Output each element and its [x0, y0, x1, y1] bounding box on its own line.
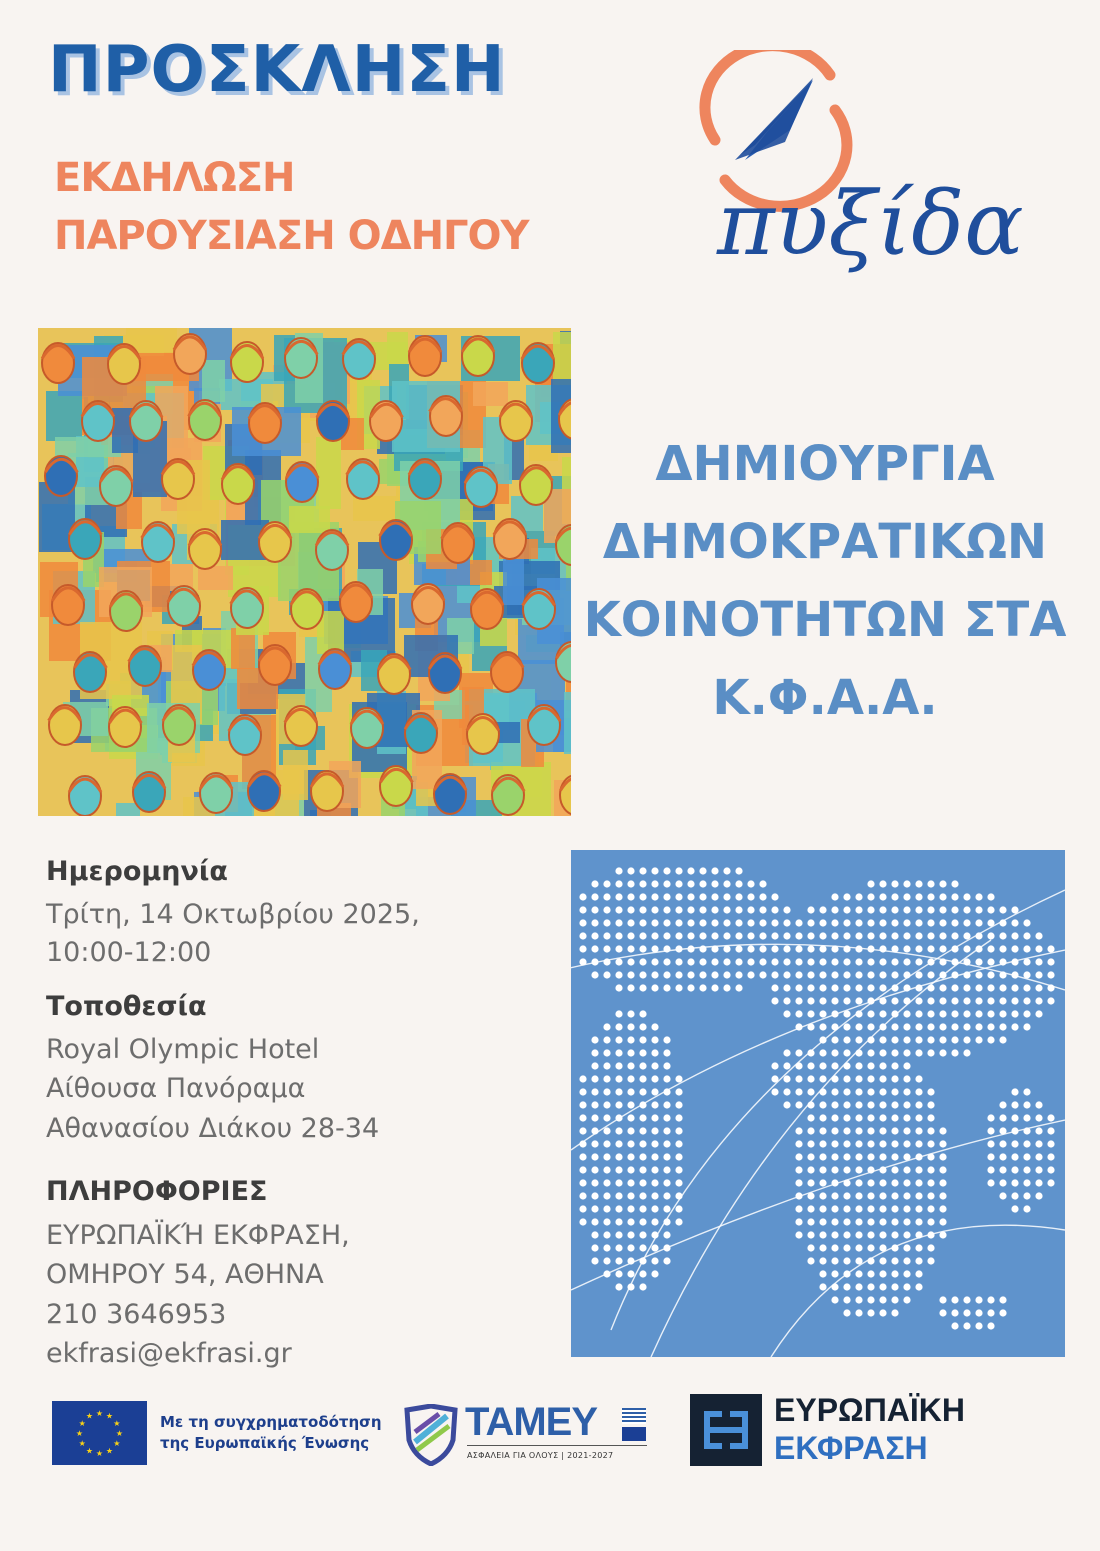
svg-text:★: ★	[113, 1419, 121, 1428]
svg-text:★: ★	[113, 1439, 121, 1448]
location-room: Αίθουσα Πανόραμα	[46, 1073, 306, 1104]
event-title-line: ΚΟΙΝΟΤΗΤΩΝ ΣΤΑ	[583, 592, 1067, 648]
svg-text:★: ★	[85, 1446, 94, 1456]
tamey-name: ΤΑΜΕΥ	[465, 1400, 598, 1444]
greek-flag-icon	[622, 1408, 646, 1424]
ekfrasi-logo	[690, 1394, 990, 1466]
svg-text:★: ★	[85, 1411, 94, 1421]
event-title-line: ΔΗΜΙΟΥΡΓΙΑ	[655, 436, 995, 492]
invitation-title: ΠΡΟΣΚΛΗΣΗ	[48, 33, 506, 107]
eu-text-line: της Ευρωπαϊκής Ένωσης	[160, 1434, 370, 1452]
info-heading: ΠΛΗΡΟΦΟΡΙΕΣ	[46, 1176, 268, 1207]
info-phone[interactable]: 210 3646953	[46, 1299, 227, 1330]
info-address: ΟΜΗΡΟΥ 54, ΑΘΗΝΑ	[46, 1259, 324, 1290]
logo-wordmark: πυξίδα	[717, 172, 1024, 275]
event-title-line: Κ.Φ.Α.Α.	[712, 670, 938, 726]
svg-text:★: ★	[75, 1429, 84, 1438]
date-heading: Ημερομηνία	[46, 856, 228, 887]
eu-flag-small-icon	[622, 1427, 646, 1441]
globe-illustration	[571, 850, 1065, 1357]
location-address: Αθανασίου Διάκου 28-34	[46, 1113, 380, 1144]
divider	[467, 1445, 647, 1446]
svg-text:★: ★	[78, 1439, 86, 1448]
tamey-tagline: ΑΣΦΑΛΕΙΑ ΓΙΑ ΟΛΟΥΣ | 2021-2027	[467, 1451, 614, 1460]
svg-text:★: ★	[95, 1449, 104, 1458]
crowd-illustration	[38, 328, 571, 816]
event-type-subtitle: ΕΚΔΗΛΩΣΗ	[54, 155, 295, 201]
tamey-logo	[403, 1400, 648, 1470]
eu-flag-icon	[52, 1401, 147, 1465]
event-title-line: ΔΗΜΟΚΡΑΤΙΚΩΝ	[602, 514, 1048, 570]
svg-text:★: ★	[78, 1419, 86, 1428]
location-venue: Royal Olympic Hotel	[46, 1034, 320, 1065]
pyxida-logo	[695, 50, 1024, 300]
eu-text-line: Με τη συγχρηματοδότηση	[160, 1413, 382, 1431]
ekfrasi-name-line1: ΕΥΡΩΠΑΪΚΗ	[774, 1392, 966, 1428]
svg-text:★: ★	[115, 1429, 124, 1438]
info-organization: ΕΥΡΩΠΑΪΚΉ ΕΚΦΡΑΣΗ,	[46, 1220, 350, 1251]
guide-presentation-subtitle: ΠΑΡΟΥΣΙΑΣΗ ΟΔΗΓΟΥ	[54, 213, 529, 259]
time-value: 10:00-12:00	[46, 937, 212, 968]
info-email[interactable]: ekfrasi@ekfrasi.gr	[46, 1338, 292, 1369]
event-title	[580, 425, 1070, 737]
svg-text:★: ★	[95, 1409, 104, 1418]
location-heading: Τοποθεσία	[46, 991, 207, 1022]
eu-cofunding-text	[160, 1412, 382, 1454]
shield-icon	[403, 1404, 459, 1466]
svg-text:★: ★	[105, 1446, 114, 1456]
date-value: Τρίτη, 14 Οκτωβρίου 2025,	[46, 899, 420, 930]
svg-text:★: ★	[105, 1411, 114, 1421]
ekfrasi-mark-icon	[690, 1394, 762, 1466]
ekfrasi-name-line2: ΕΚΦΡΑΣΗ	[774, 1430, 928, 1466]
